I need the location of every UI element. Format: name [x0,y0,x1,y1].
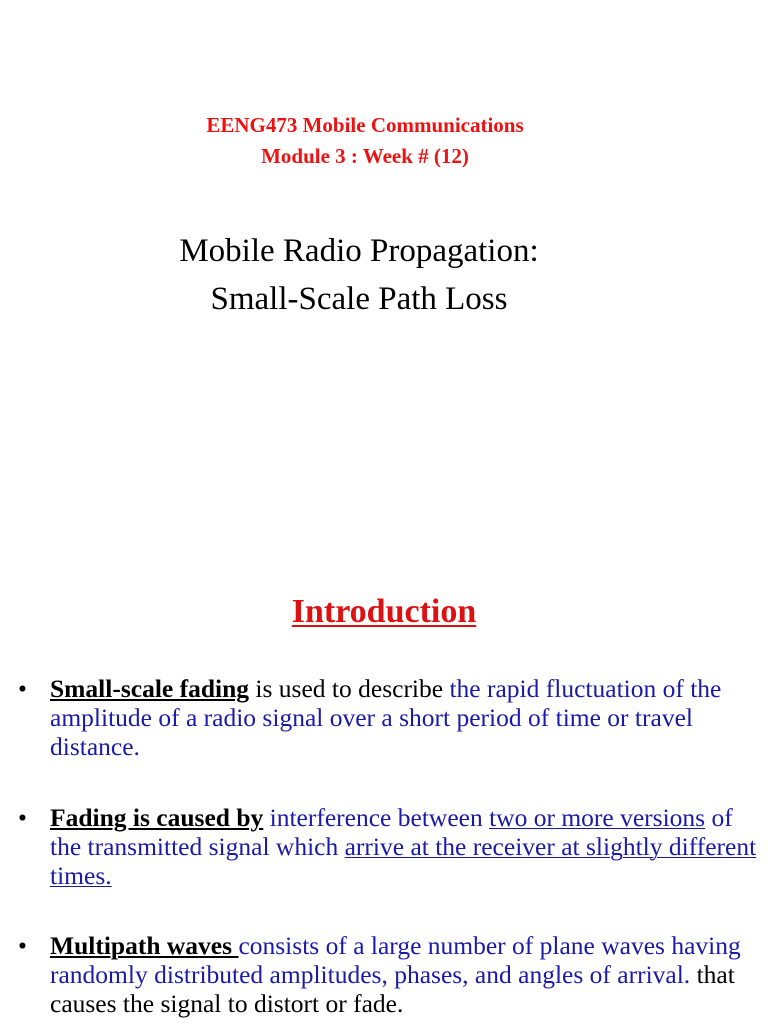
bullet-term: Small-scale fading [50,674,250,703]
module-week-label: Module 3 : Week # (12) [261,144,469,168]
section-heading: Introduction [291,593,477,630]
bullet-text: is used to describe [249,674,450,703]
bullet-text-highlight: of the transmitted signal which [50,803,733,861]
bullet-marker: • [18,803,27,832]
bullet-text-underlined: two or more versions [489,803,706,832]
course-title: EENG473 Mobile Communications [206,113,524,137]
page-subtitle: Small-Scale Path Loss [210,281,508,317]
bullet-term: Fading is caused by [50,803,264,832]
bullet-text-underlined: arrive at the receiver at slightly different times. [50,832,757,890]
bullet-term: Multipath waves [50,931,239,960]
bullet-marker: • [18,931,27,960]
bullet-item [18,803,766,890]
bullet-item [18,674,766,761]
bullet-text-highlight: the rapid fluctuation of the amplitude of a radio signal over a short period of time or travel distance. [50,674,722,761]
bullet-text-highlight: interference between [263,803,490,832]
page-title: Mobile Radio Propagation: [179,233,539,269]
bullet-text-highlight: consists of a large number of plane waves having randomly distributed amplitudes, phases, and angles of arrival. [50,931,741,989]
bullet-marker: • [18,674,27,703]
bullet-item [18,931,766,1018]
bullet-text: that causes the signal to distort or fade. [50,960,735,1018]
